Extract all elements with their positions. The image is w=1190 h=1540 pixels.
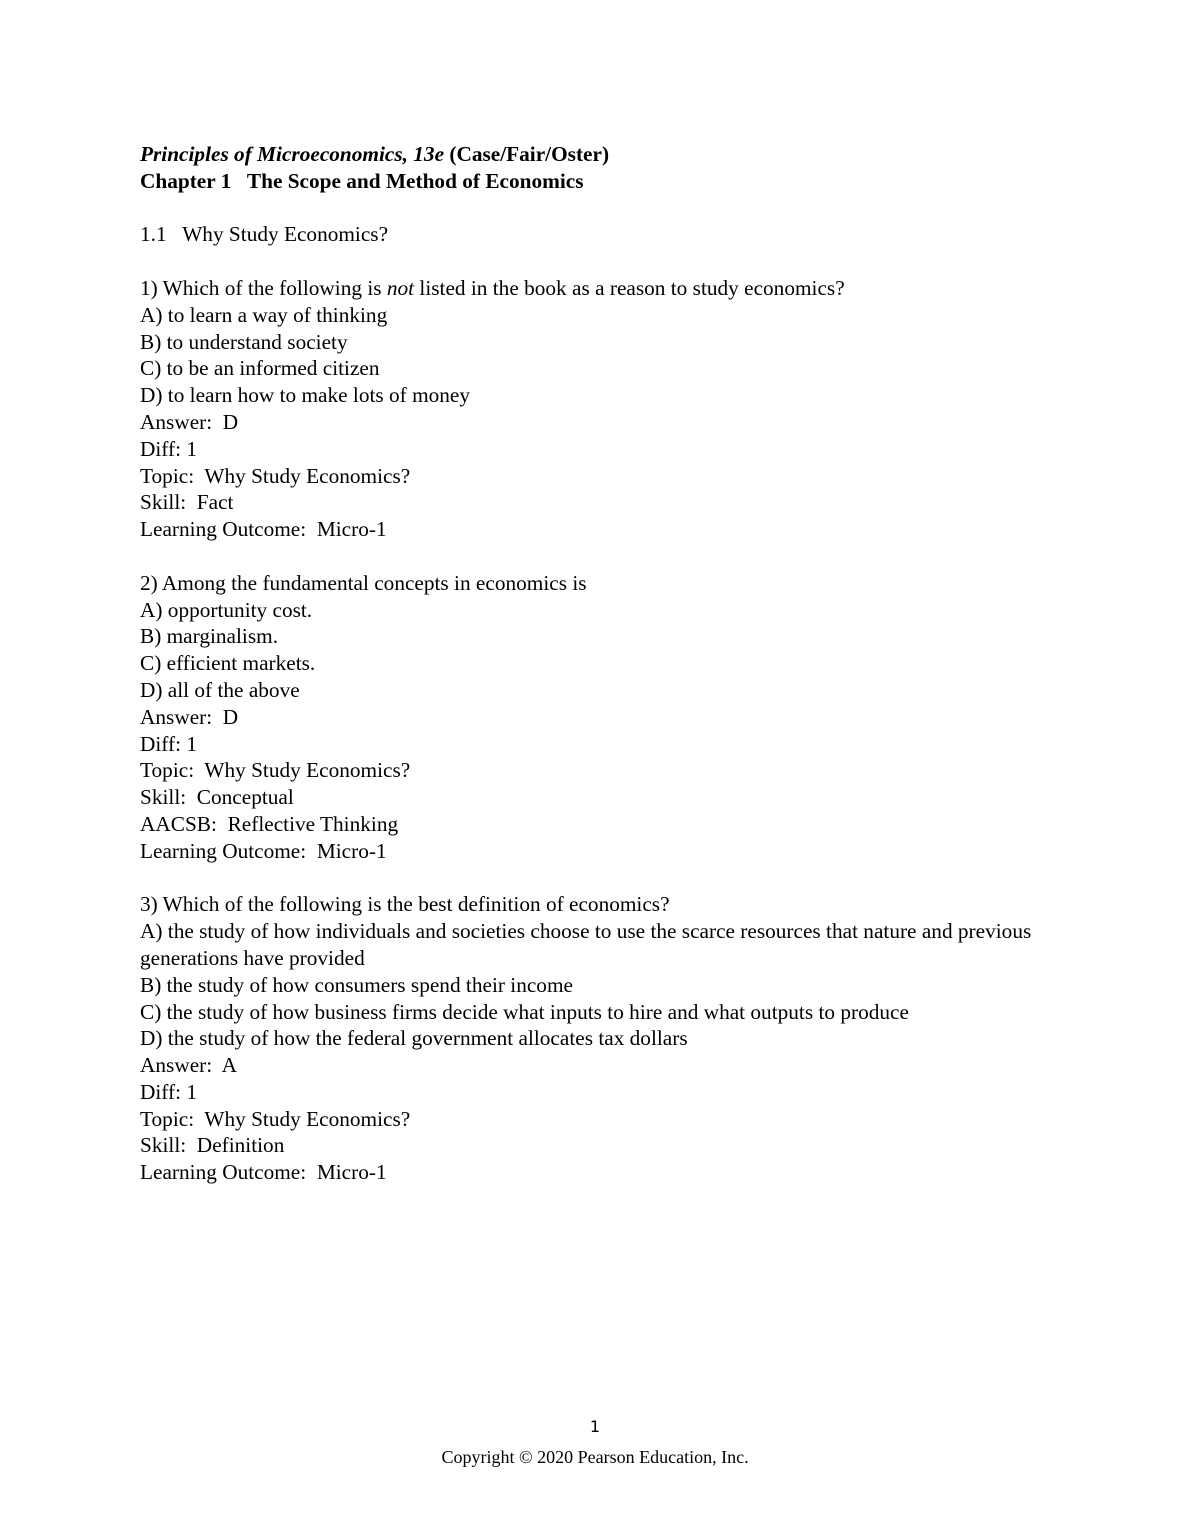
question-stem-emphasis: not	[386, 275, 415, 300]
option-d: D) the study of how the federal government allocates tax dollars	[140, 1026, 688, 1051]
copyright-notice: Copyright © 2020 Pearson Education, Inc.	[441, 1447, 749, 1467]
learning-outcome: Learning Outcome: Micro-1	[140, 1160, 387, 1185]
answer: Answer: D	[140, 409, 239, 434]
topic: Topic: Why Study Economics?	[140, 758, 411, 783]
skill: Skill: Conceptual	[140, 785, 294, 810]
topic: Topic: Why Study Economics?	[140, 463, 411, 488]
question-1	[140, 275, 1070, 543]
book-authors: (Case/Fair/Oster)	[449, 142, 610, 166]
question-2	[140, 570, 1070, 865]
question-stem: 3) Which of the following is the best definition of economics?	[140, 892, 670, 917]
spacer	[140, 195, 1070, 222]
learning-outcome: Learning Outcome: Micro-1	[140, 838, 387, 863]
option-c: C) the study of how business firms decide what inputs to hire and what outputs to produce	[140, 999, 909, 1024]
difficulty: Diff: 1	[140, 436, 197, 461]
spacer	[140, 543, 1070, 570]
book-title-line	[140, 141, 1070, 168]
question-stem-part: listed in the book as a reason to study economics?	[414, 275, 845, 300]
spacer	[140, 865, 1070, 892]
chapter-title: Chapter 1 The Scope and Method of Economics	[140, 168, 584, 193]
answer: Answer: D	[140, 704, 239, 729]
question-stem-part: 1) Which of the following is	[140, 275, 387, 300]
document-body	[140, 141, 1070, 1186]
learning-outcome: Learning Outcome: Micro-1	[140, 517, 387, 542]
option-c: C) efficient markets.	[140, 651, 316, 676]
question-stem: 2) Among the fundamental concepts in economics is	[140, 570, 587, 595]
skill: Skill: Fact	[140, 490, 234, 515]
aacsb: AACSB: Reflective Thinking	[140, 811, 399, 836]
book-title: Principles of Microeconomics, 13e	[140, 142, 445, 166]
question-stem	[140, 275, 1070, 302]
option-b: B) to understand society	[140, 329, 348, 354]
option-b: B) marginalism.	[140, 624, 279, 649]
skill: Skill: Definition	[140, 1133, 285, 1158]
option-a: A) to learn a way of thinking	[140, 302, 388, 327]
option-a: A) opportunity cost.	[140, 597, 313, 622]
difficulty: Diff: 1	[140, 731, 197, 756]
option-d: D) to learn how to make lots of money	[140, 383, 471, 408]
difficulty: Diff: 1	[140, 1079, 197, 1104]
question-3	[140, 891, 1070, 1186]
section-heading: 1.1 Why Study Economics?	[140, 222, 389, 247]
option-c: C) to be an informed citizen	[140, 356, 380, 381]
option-a: A) the study of how individuals and societies choose to use the scarce resources that nature and previous generations have provided	[140, 919, 1032, 970]
spacer	[140, 248, 1070, 275]
answer: Answer: A	[140, 1053, 238, 1078]
topic: Topic: Why Study Economics?	[140, 1106, 411, 1131]
page-number: 1	[589, 1417, 601, 1436]
option-b: B) the study of how consumers spend their income	[140, 972, 573, 997]
option-d: D) all of the above	[140, 677, 300, 702]
